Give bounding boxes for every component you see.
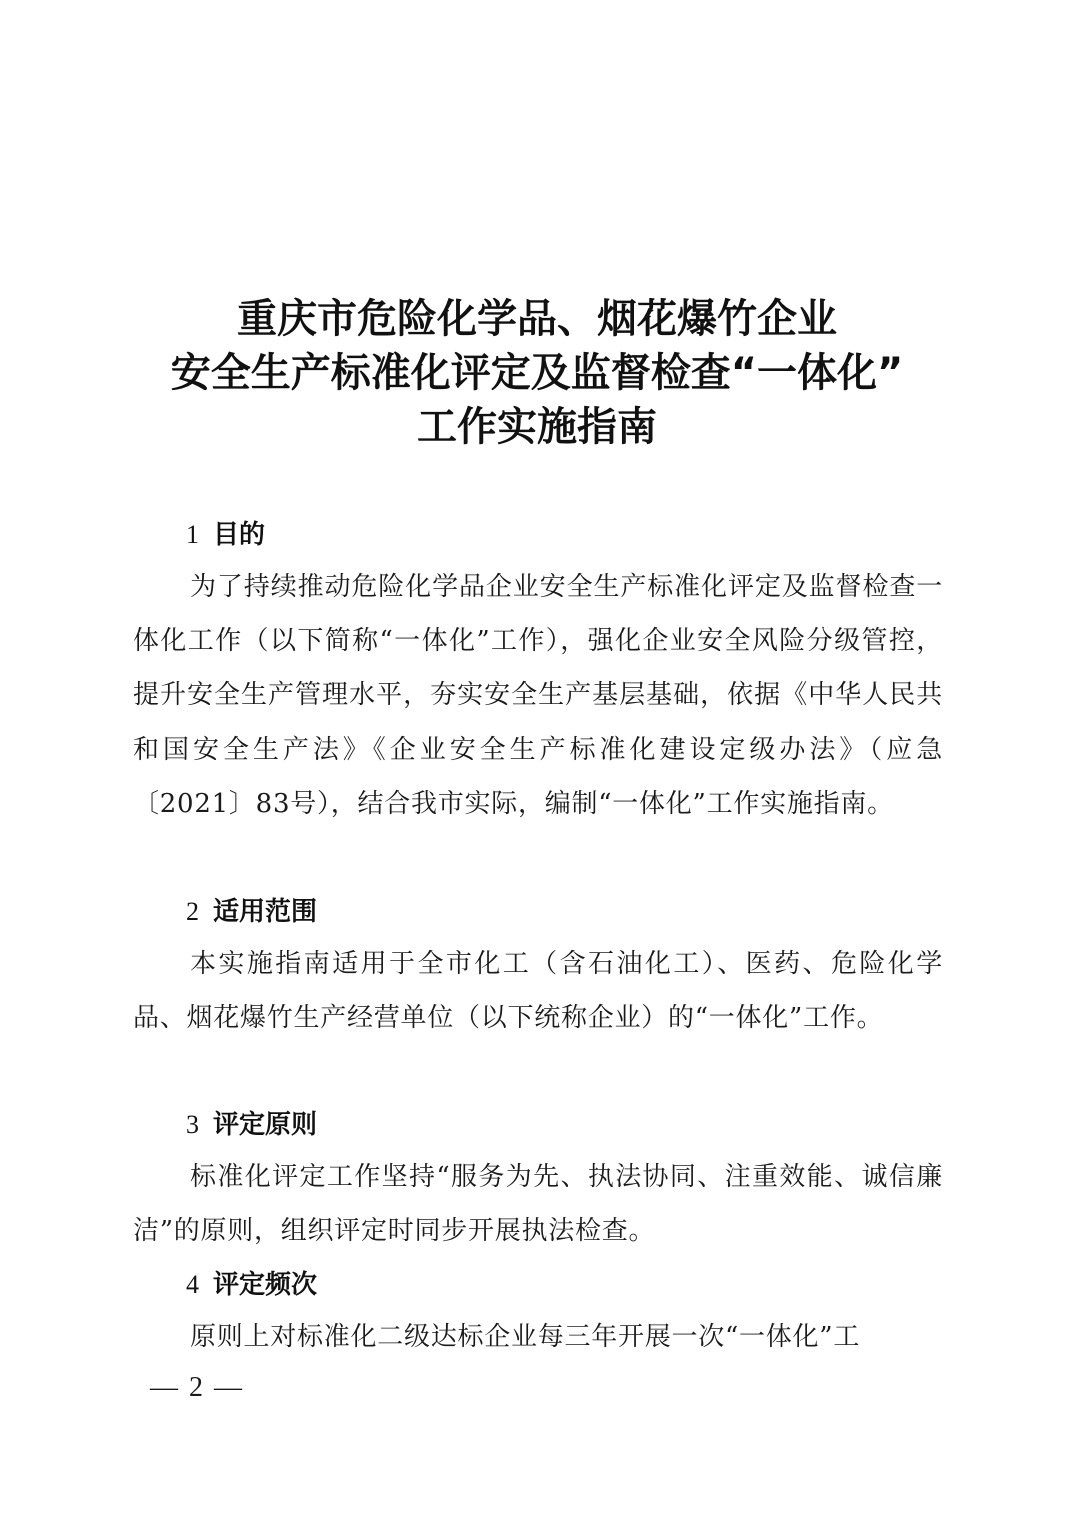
section-paragraph-frequency: 原则上对标准化二级达标企业每三年开展一次“一体化”工 (190, 1322, 861, 1352)
section-paragraph-scope: 本实施指南适用于全市化工（含石油化工）、医药、危险化学品、烟花爆竹生产经营单位（以下统称企业）的“一体化”工作。 (133, 949, 943, 1034)
section-heading-scope (186, 892, 317, 932)
document-title-line-1: 重庆市危险化学品、烟花爆竹企业 (237, 296, 837, 342)
section-paragraph-purpose: 为了持续推动危险化学品企业安全生产标准化评定及监督检查一体化工作（以下简称“一体化”工作），强化企业安全风险分级管控，提升安全生产管理水平，夯实安全生产基层基础，依据《中华人民共和国安全生产法》《企业安全生产标准化建设定级办法》（应急〔2021〕83号），结合我市实际，编制“一体化”工作实施指南。 (133, 572, 943, 819)
section-title: 目的 (213, 520, 266, 550)
section-number: 4 (186, 1270, 199, 1299)
page-number: — 2 — (150, 1372, 244, 1403)
section-paragraph-principles: 标准化评定工作坚持“服务为先、执法协同、注重效能、诚信廉洁”的原则，组织评定时同步开展执法检查。 (133, 1162, 943, 1247)
section-number: 3 (186, 1110, 199, 1139)
section-heading-principles (186, 1105, 317, 1145)
section-heading-frequency (186, 1265, 317, 1305)
document-title-line-2: 安全生产标准化评定及监督检查“一体化” (170, 350, 904, 396)
section-number: 1 (186, 520, 199, 549)
section-number: 2 (186, 897, 199, 926)
section-heading-purpose (186, 515, 265, 555)
section-title: 适用范围 (213, 897, 318, 927)
document-title-line-3: 工作实施指南 (417, 404, 657, 450)
section-title: 评定频次 (213, 1270, 318, 1300)
section-title: 评定原则 (213, 1110, 318, 1140)
